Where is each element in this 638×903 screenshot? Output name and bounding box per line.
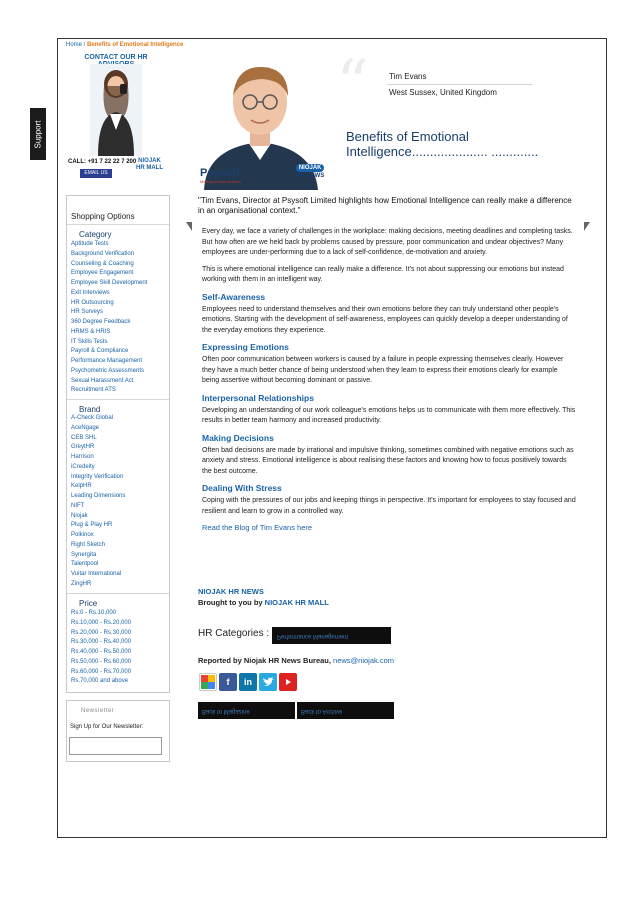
brand-item[interactable]: Synergita: [71, 551, 97, 558]
shopping-options-title: Shopping Options: [71, 212, 135, 221]
paragraph: Often bad decisions are made by irrational and impulsive thinking, sometimes combined with negative emotions such as anxiety and stress. Emotional intelligence is about realising these factors and knowing how to focus positively towards the best outcome.: [202, 446, 574, 475]
linkedin-icon[interactable]: in: [239, 673, 257, 691]
brand-item[interactable]: A-Check Global: [71, 415, 114, 421]
breadcrumb: Home / Benefits of Emotional Intelligence: [66, 42, 184, 48]
author-photo: [196, 50, 327, 190]
brand-item[interactable]: Right Sketch: [71, 541, 106, 548]
category-item[interactable]: 360 Degree Feedback: [71, 319, 131, 325]
category-item[interactable]: Psychometric Assessments: [71, 367, 145, 374]
section-heading: Making Decisions: [202, 432, 274, 443]
reported-by: Reported by Niojak HR News Bureau, news@niojak.com: [198, 656, 395, 665]
category-item[interactable]: Performance Management: [71, 358, 143, 364]
psysoft-logo: Psysoft Making people perform: [200, 167, 241, 184]
niojak-hrnews-logo: NIOJAK HR NEWS: [296, 165, 325, 179]
corner-arrow-icon: [584, 222, 590, 231]
section-heading: Self-Awareness: [202, 291, 266, 302]
category-list: [71, 240, 147, 396]
brand-item[interactable]: Polkinox: [71, 532, 94, 538]
brand-item[interactable]: Plug & Play HR: [71, 522, 113, 529]
price-heading[interactable]: Price: [79, 599, 98, 608]
divider: [67, 399, 169, 400]
section-heading: Expressing Emotions: [202, 342, 289, 352]
brought-by: Brought to you by NIOJAK HR MALL: [198, 598, 329, 607]
brand-item[interactable]: CEB SHL: [71, 434, 97, 441]
article-title: Benefits of Emotional Intelligence..................... .............: [346, 129, 539, 159]
niojak-hrmall-logo: NIOJAK HR MALL: [136, 158, 163, 171]
author-location: West Sussex, United Kingdom: [389, 88, 497, 97]
price-item[interactable]: Rs.10,000 - Rs.20,000: [71, 619, 132, 626]
advisor-woman-image: [90, 64, 142, 156]
twitter-icon[interactable]: [259, 673, 277, 691]
brand-item[interactable]: Vuitar International: [71, 571, 122, 577]
category-item[interactable]: Recruitment ATS: [71, 387, 116, 394]
section-heading: Interpersonal Relationships: [202, 392, 314, 403]
paragraph: This is where emotional intelligence can really make a difference. It's not about suppressing our emotions but instead working with them in an intelligent way.: [202, 265, 564, 283]
paragraph: Every day, we face a variety of challenges in the workplace: making decisions, meeting deadlines and completing tasks. But how often are we held back by problems caused by pressure, poor communication and undear objectives? Many employees are under-performing due to a lack of self-confidence, de-motivation and anxiety.: [202, 228, 573, 256]
brand-item[interactable]: NIFT: [71, 502, 85, 509]
brand-item[interactable]: Talentpool: [71, 561, 99, 568]
category-heading[interactable]: Category: [79, 230, 112, 239]
back-to-archive-button[interactable]: Back to Archive: [297, 702, 394, 719]
niojak-news-label[interactable]: NIOJAK HR NEWS: [198, 587, 264, 596]
article-intro: "Tim Evans, Director at Psysoft Limited highlights how Emotional Intelligence can really make a difference in an organisational context.": [198, 196, 572, 215]
facebook-icon[interactable]: f: [219, 673, 237, 691]
category-item[interactable]: Aptitude Tests: [71, 241, 109, 247]
price-item[interactable]: Rs.50,000 - Rs.60,000: [71, 658, 132, 665]
category-item[interactable]: Employee Skill Development: [71, 280, 148, 286]
price-item[interactable]: Rs.0 - Rs.10,000: [71, 610, 117, 616]
google-plus-icon[interactable]: [199, 673, 217, 691]
category-item[interactable]: HR Surveys: [71, 309, 104, 316]
brand-item[interactable]: AceNgage: [71, 424, 100, 431]
article-body: [202, 227, 576, 532]
category-item[interactable]: Counseling & Coaching: [71, 260, 134, 267]
brand-heading[interactable]: Brand: [79, 405, 101, 414]
category-item[interactable]: Background Verification: [71, 250, 135, 257]
brand-list: [71, 414, 125, 590]
category-item[interactable]: HR Outsourcing: [71, 299, 114, 306]
category-item[interactable]: IT Skills Tests: [71, 338, 108, 345]
paragraph: Employees need to understand themselves and their own emotions before they can truly understand other people's emotions. Starting with the development of self-awareness, employees can quickly develop a deeper understanding of the everyday emotions they experience.: [202, 305, 568, 334]
ad-email-button[interactable]: EMAIL US: [80, 169, 112, 178]
category-item[interactable]: Exit Interviews: [71, 289, 110, 296]
brand-item[interactable]: KelpHR: [71, 483, 92, 490]
blog-link[interactable]: Read the Blog of Tim Evans here: [202, 523, 313, 532]
paragraph: Often poor communication between workers is caused by a failure in people expressing themselves clearly. However they have a much better chance of being understood when they learn to express their emotions clearly for example being assertive without becoming dominant or passive.: [202, 356, 564, 384]
price-item[interactable]: Rs.70,000 and above: [71, 678, 129, 685]
category-item[interactable]: Sexual Harassment Act: [71, 377, 134, 384]
corner-arrow-icon: [186, 222, 192, 231]
newsletter-email-input[interactable]: [69, 737, 162, 755]
newsletter-title: Newsletter: [81, 708, 115, 714]
brand-item[interactable]: Harrison: [71, 454, 94, 460]
breadcrumb-home[interactable]: Home: [66, 42, 83, 48]
brand-item[interactable]: Niojak: [71, 512, 88, 519]
email-link[interactable]: news@niojak.com: [333, 656, 395, 665]
brand-item[interactable]: GreytHR: [71, 444, 95, 451]
hr-advisors-ad[interactable]: [66, 52, 166, 184]
price-item[interactable]: Rs.60,000 - Rs.70,000: [71, 668, 132, 675]
brand-item[interactable]: Leading Dimensions: [71, 493, 126, 499]
ad-heading: CONTACT OUR HR: [84, 54, 148, 61]
divider: [67, 593, 169, 594]
divider: [387, 84, 532, 85]
youtube-icon[interactable]: [279, 673, 297, 691]
brand-item[interactable]: ZingHR: [71, 580, 92, 587]
price-item[interactable]: Rs.40,000 - Rs.50,000: [71, 649, 132, 655]
section-heading: Dealing With Stress: [202, 483, 282, 493]
brand-item[interactable]: iCredeity: [71, 463, 95, 470]
category-item[interactable]: Employee Engagement: [71, 270, 134, 277]
price-item[interactable]: Rs.20,000 - Rs.30,000: [71, 629, 132, 636]
quote-mark-icon: “: [336, 47, 369, 121]
paragraph: Developing an understanding of our work colleague's emotions helps us to communicate with them more effectively. This results in better team harmony and increased productivity.: [202, 406, 576, 424]
price-item[interactable]: Rs.30,000 - Rs.40,000: [71, 639, 132, 646]
category-item[interactable]: HRMS & HRIS: [71, 328, 111, 335]
breadcrumb-current: Benefits of Emotional Intelligence: [87, 42, 184, 48]
ad-phone: CALL: +91 7 22 22 7 200: [68, 159, 137, 165]
hr-category-button[interactable]: Performance Management: [272, 627, 391, 644]
back-to-magazine-button[interactable]: Back to Magazine: [198, 702, 295, 719]
newsletter-label: Sign Up for Our Newsletter:: [70, 724, 144, 730]
hr-categories-label: HR Categories :: [198, 628, 270, 639]
brand-item[interactable]: Integrity Verification: [71, 473, 124, 480]
price-list: [71, 609, 131, 687]
divider: [67, 224, 169, 225]
author-name: Tim Evans: [389, 72, 427, 81]
support-tab[interactable]: Support: [30, 108, 46, 160]
hr-mall-link[interactable]: NIOJAK HR MALL: [264, 598, 329, 607]
category-item[interactable]: Payroll & Compliance: [71, 348, 129, 355]
paragraph: Coping with the pressures of our jobs and keeping things in perspective. It's important for employees to stay focused and resilient and learn to grow in a controlled way.: [202, 497, 576, 515]
